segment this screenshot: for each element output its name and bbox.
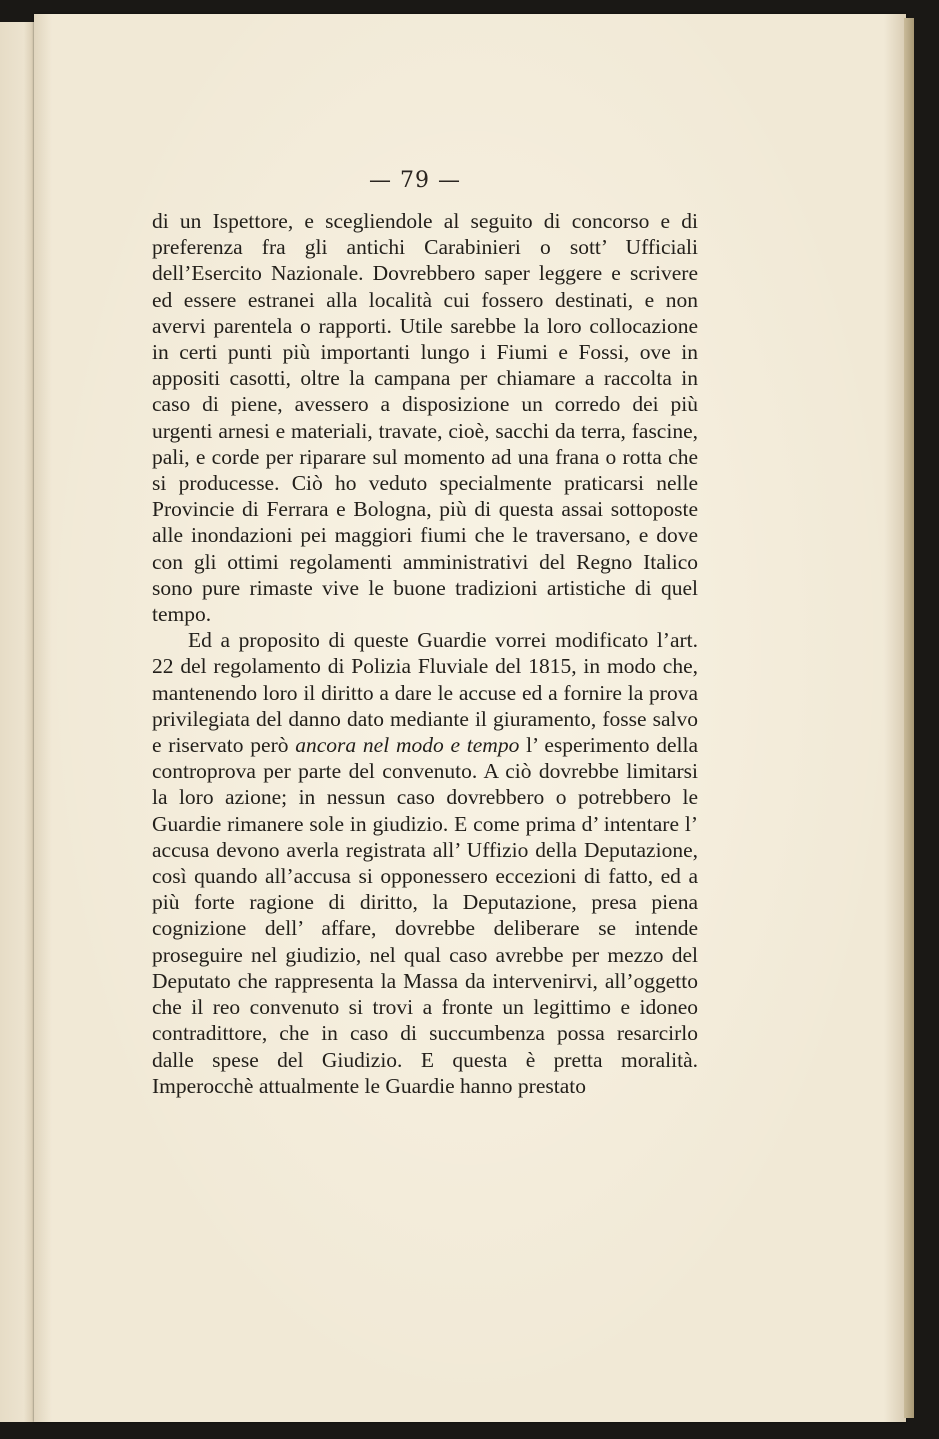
page-stack-edge (904, 18, 914, 1418)
paragraph-1 (152, 208, 698, 627)
paragraph-2-run-3: l’ esperimento della controprova per parte del convenuto. A ciò dovrebbe limitarsi la loro azione; in nessun caso dovrebbero o potrebbero le Guardie rimanere sole in giudizio. E come prima d’ intentare l’ accusa devono averla registrata all’ Uffizio della Deputazione, così quando all’accusa si opponessero eccezioni di fatto, ed a più forte ragione di diritto, la Deputazione, presa piena cognizione dell’ affare, dovrebbe deliberare se intende proseguire nel giudizio, nel qual caso avrebbe per mezzo del Deputato che rappresenta la Massa da intervenirvi, all’oggetto che il reo convenuto si trovi a fronte un legittimo e idoneo contradittore, che in caso di succumbenza possa resarcirlo dalle spese del Giudizio. E questa è pretta moralità. Imperocchè attualmente le Guardie hanno prestato (152, 733, 698, 1098)
facing-page-edge (0, 22, 35, 1422)
paragraph-1-run-1: di un Ispettore, e scegliendole al seguito di concorso e di preferenza fra gli antichi Carabinieri o sott’ Ufficiali dell’Esercito Nazionale. Dovrebbero saper leggere e scrivere ed essere estranei alla località cui fossero destinati, e non avervi parentela o rapporti. Utile sarebbe la loro collocazione in certi punti più importanti lungo i Fiumi e Fossi, ove in appositi casotti, oltre la campana per chiamare a raccolta in caso di piene, avessero a disposizione un corredo dei più urgenti arnesi e materiali, travate, cioè, sacchi da terra, fascine, pali, e corde per riparare sul momento ad una frana o rotta che si producesse. Ciò ho veduto specialmente praticarsi nelle Provincie di Ferrara e Bologna, più di questa assai sottoposte alle inondazioni pei maggiori fiumi che le traversano, e dove con gli ottimi regolamenti amministrativi del Regno Italico sono pure rimaste vive le buone tradizioni artistiche di quel tempo. (152, 209, 698, 627)
paragraph-2-run-1: Ed a proposito di queste Guardie vorrei modificato l’art. 22 del regolamento di Polizia Fluviale del 1815, in modo che, mantenendo loro il diritto a dare le accuse ed a fornire la prova privilegiata del danno dato mediante il giuramento, fosse salvo e riservato però (152, 628, 698, 758)
paragraph-2 (152, 627, 698, 1099)
page-body-text (152, 208, 698, 1099)
paragraph-2-italic-phrase: ancora nel modo e tempo (295, 733, 520, 758)
page-number: — 79 — (369, 168, 461, 193)
